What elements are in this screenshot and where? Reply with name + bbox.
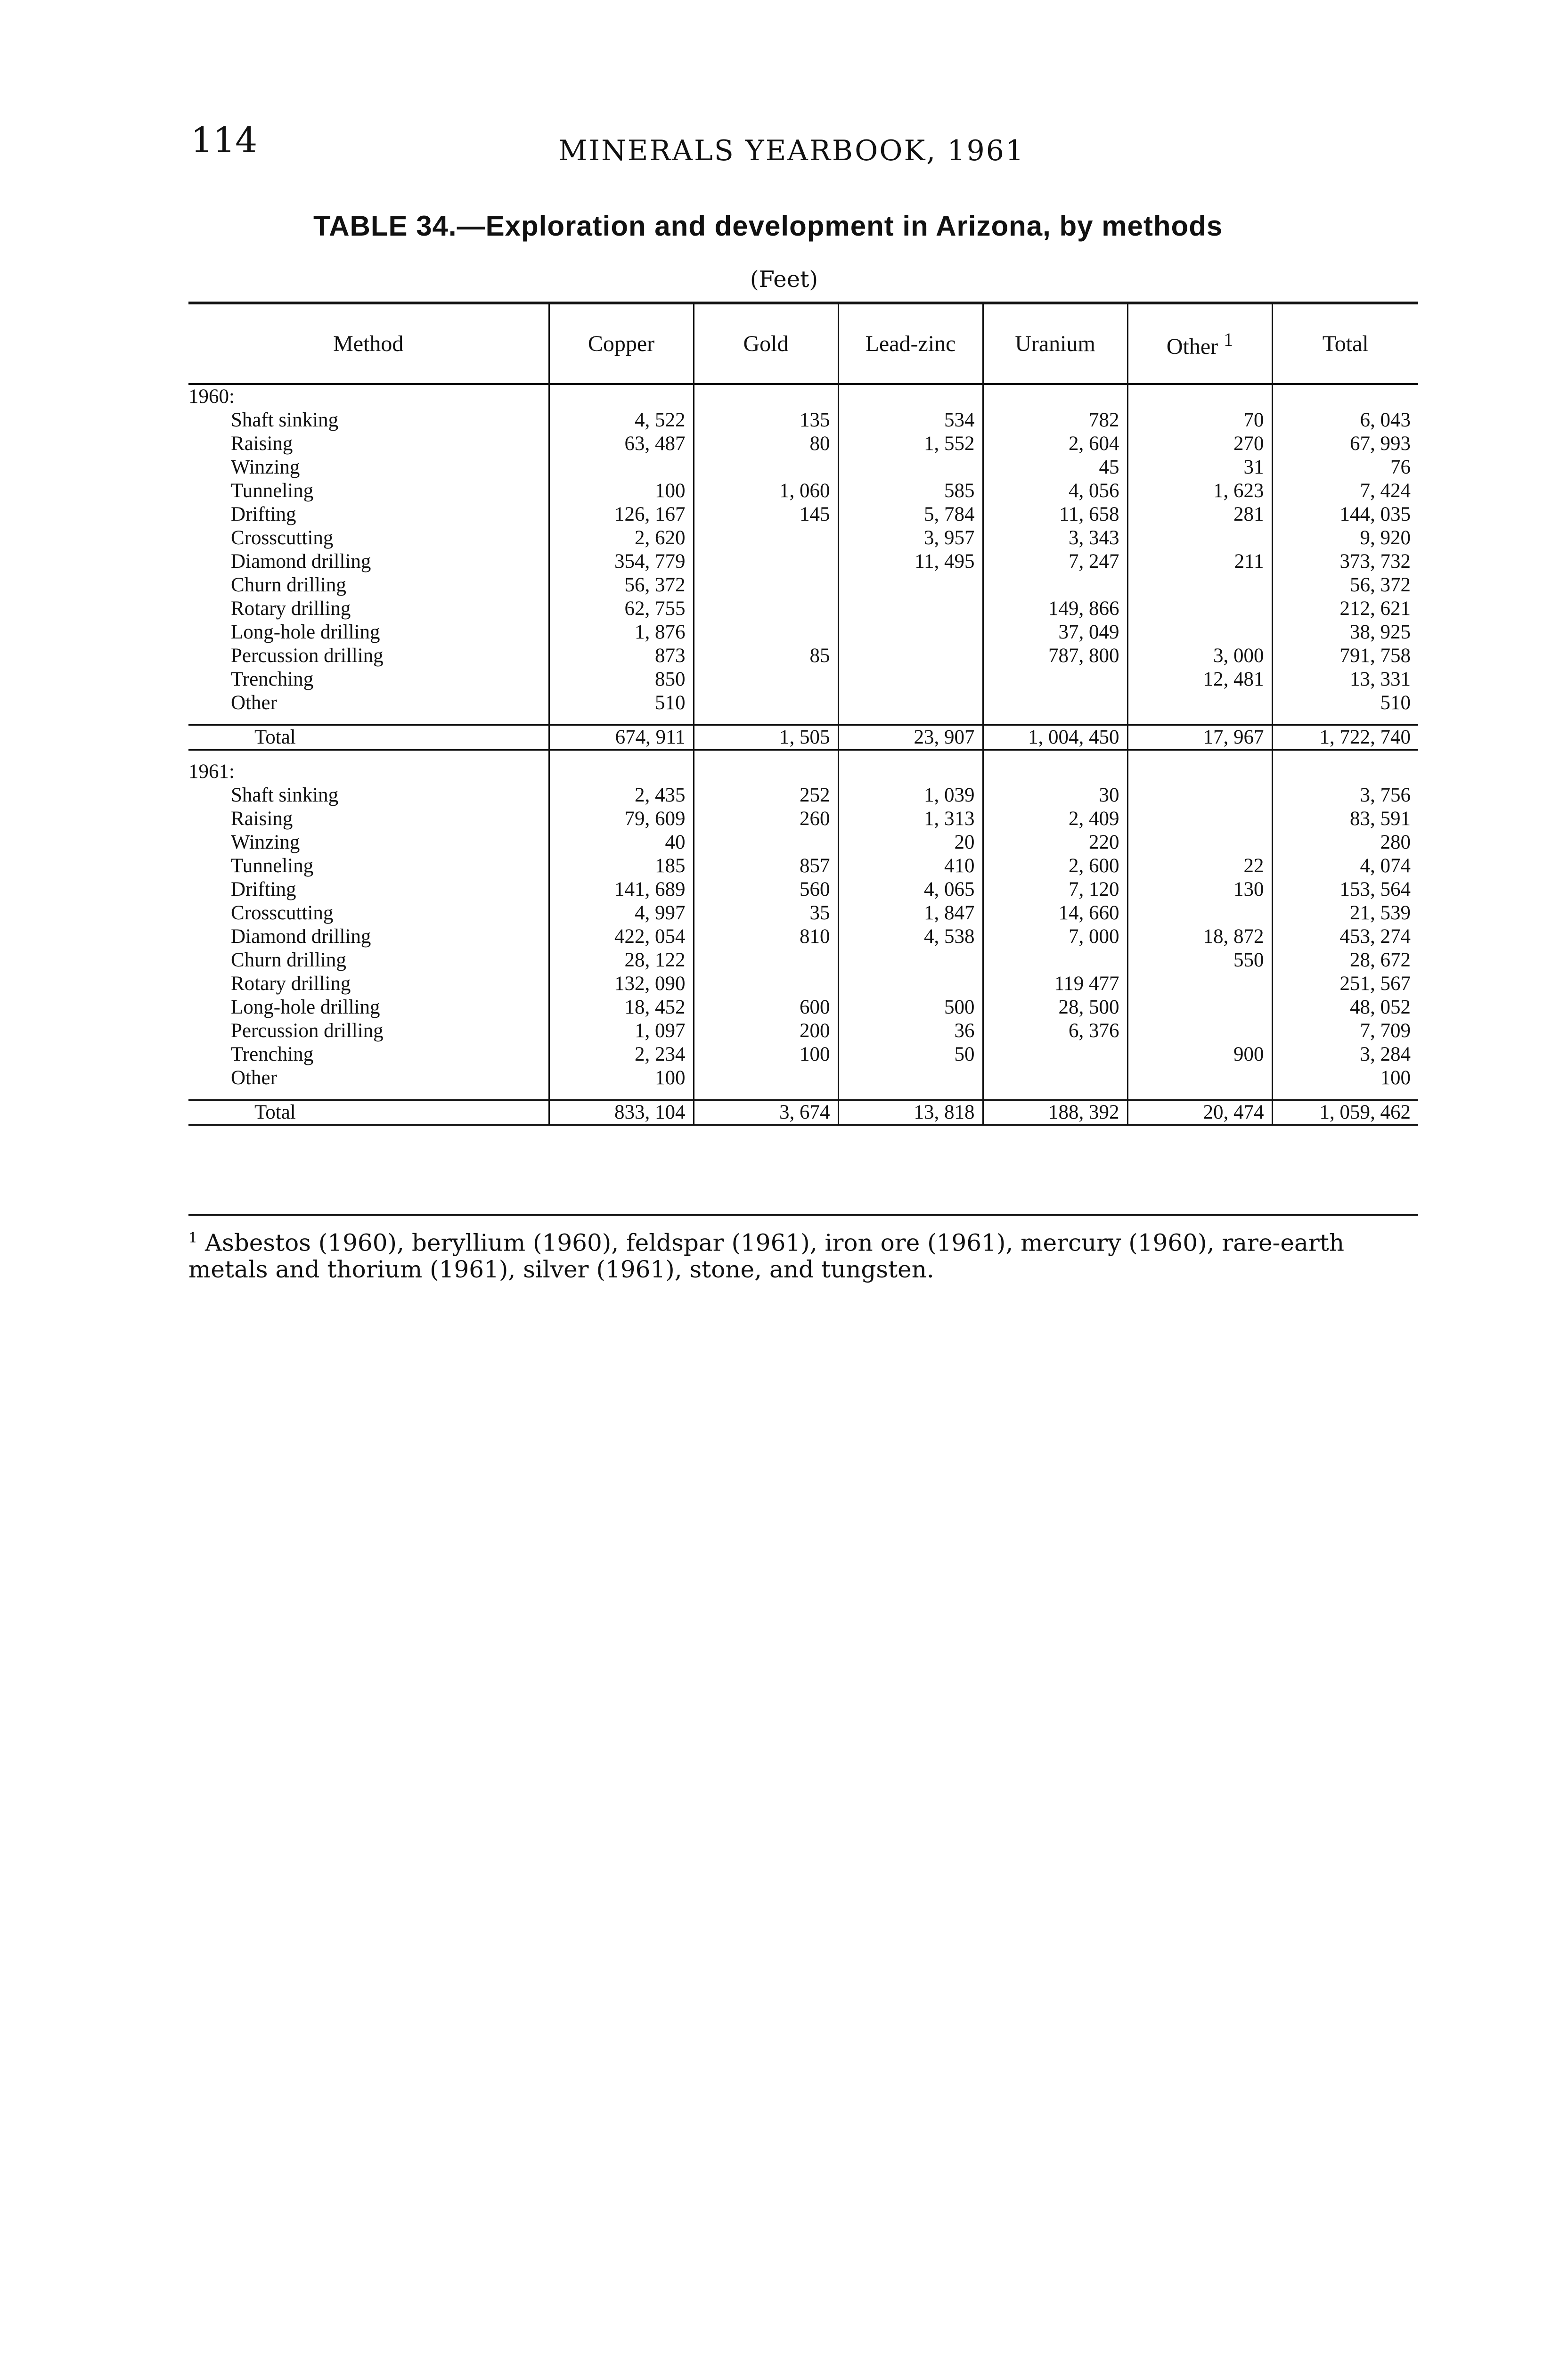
spacer-cell <box>1272 750 1418 761</box>
column-header-other <box>1127 303 1272 384</box>
method-label: Other <box>231 1067 277 1089</box>
value-cell: 56, 372 <box>549 573 694 597</box>
total-value: 23, 907 <box>838 725 983 750</box>
total-value: 833, 104 <box>549 1100 694 1125</box>
value-cell: 50 <box>838 1043 983 1066</box>
method-label: Trenching <box>231 668 314 690</box>
table-body <box>188 384 1418 1125</box>
value-cell: 18, 452 <box>549 996 694 1019</box>
total-value: 3, 674 <box>694 1100 838 1125</box>
table-row <box>188 807 1418 831</box>
spacer-cell <box>838 1090 983 1100</box>
value-cell <box>1127 972 1272 996</box>
method-label: Winzing <box>231 831 300 853</box>
value-cell: 7, 120 <box>983 878 1127 901</box>
method-label: Tunneling <box>231 480 314 502</box>
spacer-cell <box>838 750 983 761</box>
footnote-reference: 1 <box>1224 328 1233 350</box>
total-row <box>188 725 1418 750</box>
value-cell: 100 <box>549 479 694 503</box>
total-value: 13, 818 <box>838 1100 983 1125</box>
table-row <box>188 925 1418 949</box>
value-cell: 28, 672 <box>1272 949 1418 972</box>
value-cell: 251, 567 <box>1272 972 1418 996</box>
table-row <box>188 456 1418 479</box>
total-label: Total <box>188 1100 549 1125</box>
value-cell <box>694 526 838 550</box>
value-cell: 126, 167 <box>549 503 694 526</box>
value-cell: 212, 621 <box>1272 597 1418 621</box>
value-cell <box>1127 621 1272 644</box>
value-cell: 9, 920 <box>1272 526 1418 550</box>
spacer-cell <box>694 1090 838 1100</box>
value-cell <box>983 691 1127 715</box>
value-cell <box>1127 831 1272 854</box>
value-cell: 7, 000 <box>983 925 1127 949</box>
spacer-cell <box>1272 715 1418 725</box>
value-cell: 1, 313 <box>838 807 983 831</box>
value-cell: 2, 600 <box>983 854 1127 878</box>
spacer-cell <box>188 715 549 725</box>
method-label: Shaft sinking <box>231 784 339 806</box>
table-row <box>188 901 1418 925</box>
value-cell: 63, 487 <box>549 432 694 456</box>
method-label: Rotary drilling <box>231 973 351 995</box>
method-label: Winzing <box>231 456 300 478</box>
value-cell: 67, 993 <box>1272 432 1418 456</box>
empty-cell <box>1127 760 1272 784</box>
value-cell: 7, 247 <box>983 550 1127 573</box>
method-label: Percussion drilling <box>231 645 384 667</box>
value-cell: 453, 274 <box>1272 925 1418 949</box>
spacer-cell <box>188 1090 549 1100</box>
value-cell <box>838 573 983 597</box>
spacer-cell <box>983 750 1127 761</box>
table-row <box>188 831 1418 854</box>
value-cell <box>838 597 983 621</box>
spacer-cell <box>694 750 838 761</box>
empty-cell <box>1272 760 1418 784</box>
empty-cell <box>983 760 1127 784</box>
empty-cell <box>549 384 694 409</box>
table-row <box>188 409 1418 432</box>
value-cell: 45 <box>983 456 1127 479</box>
table-row <box>188 526 1418 550</box>
value-cell: 20 <box>838 831 983 854</box>
method-label: Other <box>231 692 277 714</box>
value-cell: 1, 039 <box>838 784 983 807</box>
value-cell <box>694 550 838 573</box>
value-cell <box>1127 996 1272 1019</box>
value-cell: 3, 284 <box>1272 1043 1418 1066</box>
value-cell: 3, 000 <box>1127 644 1272 668</box>
value-cell: 37, 049 <box>983 621 1127 644</box>
total-label: Total <box>188 725 549 750</box>
footnote-text: Asbestos (1960), beryllium (1960), feldspar (1961), iron ore (1961), mercury (1960), rare-earth metals and thorium (1961), silver (1961), stone, and tungsten. <box>188 1229 1345 1283</box>
value-cell <box>694 1066 838 1090</box>
value-cell <box>838 691 983 715</box>
method-label: Drifting <box>231 503 296 525</box>
table-row <box>188 784 1418 807</box>
value-cell: 2, 234 <box>549 1043 694 1066</box>
value-cell <box>694 621 838 644</box>
value-cell: 1, 876 <box>549 621 694 644</box>
value-cell: 38, 925 <box>1272 621 1418 644</box>
value-cell: 145 <box>694 503 838 526</box>
value-cell <box>983 949 1127 972</box>
value-cell <box>838 972 983 996</box>
method-label: Drifting <box>231 878 296 900</box>
value-cell: 36 <box>838 1019 983 1043</box>
value-cell <box>694 831 838 854</box>
value-cell <box>838 949 983 972</box>
empty-cell <box>838 760 983 784</box>
spacer-cell <box>549 715 694 725</box>
spacer-cell <box>1272 1090 1418 1100</box>
value-cell: 153, 564 <box>1272 878 1418 901</box>
value-cell: 787, 800 <box>983 644 1127 668</box>
value-cell: 873 <box>549 644 694 668</box>
value-cell: 850 <box>549 668 694 691</box>
value-cell <box>983 573 1127 597</box>
value-cell: 2, 435 <box>549 784 694 807</box>
table-row <box>188 432 1418 456</box>
value-cell: 252 <box>694 784 838 807</box>
value-cell: 83, 591 <box>1272 807 1418 831</box>
column-header-other-label: Other <box>1166 334 1218 359</box>
spacer-cell <box>838 715 983 725</box>
method-label: Churn drilling <box>231 949 346 971</box>
method-label: Raising <box>231 808 293 830</box>
total-value: 20, 474 <box>1127 1100 1272 1125</box>
value-cell: 30 <box>983 784 1127 807</box>
value-cell: 1, 847 <box>838 901 983 925</box>
spacer-cell <box>1127 1090 1272 1100</box>
empty-cell <box>549 760 694 784</box>
value-cell: 4, 997 <box>549 901 694 925</box>
value-cell <box>838 621 983 644</box>
table-caption: TABLE 34.—Exploration and development in Arizona, by methods <box>313 210 1223 242</box>
value-cell: 510 <box>1272 691 1418 715</box>
year-row <box>188 760 1418 784</box>
value-cell: 11, 495 <box>838 550 983 573</box>
total-value: 17, 967 <box>1127 725 1272 750</box>
value-cell: 4, 074 <box>1272 854 1418 878</box>
spacer-cell <box>188 750 549 761</box>
value-cell: 534 <box>838 409 983 432</box>
table-row <box>188 691 1418 715</box>
spacer-cell <box>1127 715 1272 725</box>
value-cell: 79, 609 <box>549 807 694 831</box>
table-row <box>188 503 1418 526</box>
value-cell: 1, 552 <box>838 432 983 456</box>
value-cell <box>549 456 694 479</box>
column-header-copper: Copper <box>549 303 694 384</box>
method-label: Long-hole drilling <box>231 621 380 643</box>
value-cell: 35 <box>694 901 838 925</box>
value-cell <box>1127 597 1272 621</box>
year-label: 1960: <box>188 385 235 408</box>
value-cell: 28, 122 <box>549 949 694 972</box>
table-row <box>188 621 1418 644</box>
value-cell: 1, 097 <box>549 1019 694 1043</box>
value-cell <box>1127 784 1272 807</box>
table-row <box>188 972 1418 996</box>
spacer-cell <box>549 1090 694 1100</box>
spacer-cell <box>983 715 1127 725</box>
value-cell: 100 <box>694 1043 838 1066</box>
total-value: 1, 059, 462 <box>1272 1100 1418 1125</box>
value-cell: 85 <box>694 644 838 668</box>
value-cell: 3, 756 <box>1272 784 1418 807</box>
value-cell <box>1127 1066 1272 1090</box>
footnote <box>188 1225 1418 1283</box>
value-cell: 6, 376 <box>983 1019 1127 1043</box>
method-label: Tunneling <box>231 855 314 877</box>
table-row <box>188 1043 1418 1066</box>
value-cell: 500 <box>838 996 983 1019</box>
value-cell: 600 <box>694 996 838 1019</box>
value-cell: 1, 060 <box>694 479 838 503</box>
value-cell: 2, 409 <box>983 807 1127 831</box>
method-label: Shaft sinking <box>231 409 339 431</box>
value-cell <box>694 949 838 972</box>
value-cell <box>694 668 838 691</box>
value-cell: 260 <box>694 807 838 831</box>
value-cell <box>1127 573 1272 597</box>
value-cell: 48, 052 <box>1272 996 1418 1019</box>
value-cell <box>694 456 838 479</box>
value-cell: 270 <box>1127 432 1272 456</box>
value-cell <box>983 1066 1127 1090</box>
year-row <box>188 384 1418 409</box>
method-label: Crosscutting <box>231 527 334 549</box>
value-cell: 373, 732 <box>1272 550 1418 573</box>
value-cell: 585 <box>838 479 983 503</box>
spacer-cell <box>983 1090 1127 1100</box>
value-cell: 857 <box>694 854 838 878</box>
method-label: Long-hole drilling <box>231 996 380 1018</box>
year-label: 1961: <box>188 761 235 783</box>
value-cell: 13, 331 <box>1272 668 1418 691</box>
value-cell: 7, 424 <box>1272 479 1418 503</box>
value-cell <box>1127 691 1272 715</box>
value-cell: 100 <box>549 1066 694 1090</box>
value-cell: 141, 689 <box>549 878 694 901</box>
value-cell: 21, 539 <box>1272 901 1418 925</box>
total-value: 188, 392 <box>983 1100 1127 1125</box>
value-cell: 149, 866 <box>983 597 1127 621</box>
value-cell: 782 <box>983 409 1127 432</box>
empty-cell <box>694 384 838 409</box>
value-cell: 40 <box>549 831 694 854</box>
value-cell: 62, 755 <box>549 597 694 621</box>
method-label: Crosscutting <box>231 902 334 924</box>
value-cell: 211 <box>1127 550 1272 573</box>
value-cell <box>694 691 838 715</box>
value-cell: 144, 035 <box>1272 503 1418 526</box>
column-header-method: Method <box>188 303 549 384</box>
table-row <box>188 597 1418 621</box>
method-label: Diamond drilling <box>231 550 371 573</box>
table-row <box>188 878 1418 901</box>
value-cell: 4, 522 <box>549 409 694 432</box>
value-cell: 132, 090 <box>549 972 694 996</box>
column-header-lead-zinc: Lead-zinc <box>838 303 983 384</box>
value-cell: 281 <box>1127 503 1272 526</box>
value-cell <box>694 972 838 996</box>
spacer-row <box>188 1090 1418 1100</box>
value-cell: 5, 784 <box>838 503 983 526</box>
value-cell: 2, 620 <box>549 526 694 550</box>
value-cell: 4, 538 <box>838 925 983 949</box>
value-cell: 2, 604 <box>983 432 1127 456</box>
method-label: Percussion drilling <box>231 1020 384 1042</box>
table-row <box>188 550 1418 573</box>
total-value: 1, 004, 450 <box>983 725 1127 750</box>
method-label: Raising <box>231 433 293 455</box>
value-cell <box>694 597 838 621</box>
value-cell <box>1127 807 1272 831</box>
value-cell <box>838 1066 983 1090</box>
value-cell <box>983 668 1127 691</box>
table-header-row <box>188 303 1418 384</box>
value-cell <box>1127 901 1272 925</box>
value-cell: 220 <box>983 831 1127 854</box>
value-cell <box>694 573 838 597</box>
table-row <box>188 1066 1418 1090</box>
value-cell <box>838 668 983 691</box>
method-label: Rotary drilling <box>231 597 351 620</box>
value-cell: 422, 054 <box>549 925 694 949</box>
value-cell: 31 <box>1127 456 1272 479</box>
value-cell <box>838 644 983 668</box>
value-cell: 791, 758 <box>1272 644 1418 668</box>
value-cell: 200 <box>694 1019 838 1043</box>
value-cell: 11, 658 <box>983 503 1127 526</box>
value-cell: 550 <box>1127 949 1272 972</box>
page-number: 114 <box>191 120 258 161</box>
value-cell: 3, 343 <box>983 526 1127 550</box>
value-cell: 510 <box>549 691 694 715</box>
empty-cell <box>1272 384 1418 409</box>
value-cell: 14, 660 <box>983 901 1127 925</box>
value-cell: 56, 372 <box>1272 573 1418 597</box>
value-cell: 280 <box>1272 831 1418 854</box>
total-value: 674, 911 <box>549 725 694 750</box>
table-row <box>188 1019 1418 1043</box>
spacer-cell <box>549 750 694 761</box>
footnote-rule <box>188 1214 1418 1216</box>
footnote-mark: 1 <box>188 1230 198 1246</box>
method-label: Diamond drilling <box>231 925 371 948</box>
column-header-total: Total <box>1272 303 1418 384</box>
method-label: Churn drilling <box>231 574 346 596</box>
table-row <box>188 573 1418 597</box>
column-header-gold: Gold <box>694 303 838 384</box>
total-value: 1, 722, 740 <box>1272 725 1418 750</box>
value-cell: 22 <box>1127 854 1272 878</box>
value-cell: 6, 043 <box>1272 409 1418 432</box>
table-row <box>188 644 1418 668</box>
value-cell: 4, 065 <box>838 878 983 901</box>
empty-cell <box>1127 384 1272 409</box>
table-row <box>188 668 1418 691</box>
spacer-cell <box>694 715 838 725</box>
total-row <box>188 1100 1418 1125</box>
method-label: Trenching <box>231 1043 314 1065</box>
total-value: 1, 505 <box>694 725 838 750</box>
exploration-table <box>188 302 1418 1126</box>
column-header-uranium: Uranium <box>983 303 1127 384</box>
spacer-row <box>188 750 1418 761</box>
table-row <box>188 854 1418 878</box>
value-cell: 4, 056 <box>983 479 1127 503</box>
table-row <box>188 479 1418 503</box>
value-cell: 18, 872 <box>1127 925 1272 949</box>
spacer-row <box>188 715 1418 725</box>
value-cell: 100 <box>1272 1066 1418 1090</box>
value-cell: 76 <box>1272 456 1418 479</box>
value-cell: 7, 709 <box>1272 1019 1418 1043</box>
value-cell <box>1127 526 1272 550</box>
running-head: MINERALS YEARBOOK, 1961 <box>558 134 1025 167</box>
value-cell: 900 <box>1127 1043 1272 1066</box>
table-units: (Feet) <box>750 266 818 293</box>
value-cell: 135 <box>694 409 838 432</box>
empty-cell <box>983 384 1127 409</box>
value-cell: 1, 623 <box>1127 479 1272 503</box>
value-cell: 410 <box>838 854 983 878</box>
value-cell: 354, 779 <box>549 550 694 573</box>
value-cell: 12, 481 <box>1127 668 1272 691</box>
value-cell: 810 <box>694 925 838 949</box>
empty-cell <box>838 384 983 409</box>
value-cell: 80 <box>694 432 838 456</box>
value-cell: 28, 500 <box>983 996 1127 1019</box>
table-row <box>188 949 1418 972</box>
value-cell <box>838 456 983 479</box>
spacer-cell <box>1127 750 1272 761</box>
value-cell <box>1127 1019 1272 1043</box>
table-row <box>188 996 1418 1019</box>
value-cell <box>983 1043 1127 1066</box>
value-cell: 130 <box>1127 878 1272 901</box>
value-cell: 185 <box>549 854 694 878</box>
value-cell: 560 <box>694 878 838 901</box>
value-cell: 119 477 <box>983 972 1127 996</box>
value-cell: 3, 957 <box>838 526 983 550</box>
empty-cell <box>694 760 838 784</box>
value-cell: 70 <box>1127 409 1272 432</box>
